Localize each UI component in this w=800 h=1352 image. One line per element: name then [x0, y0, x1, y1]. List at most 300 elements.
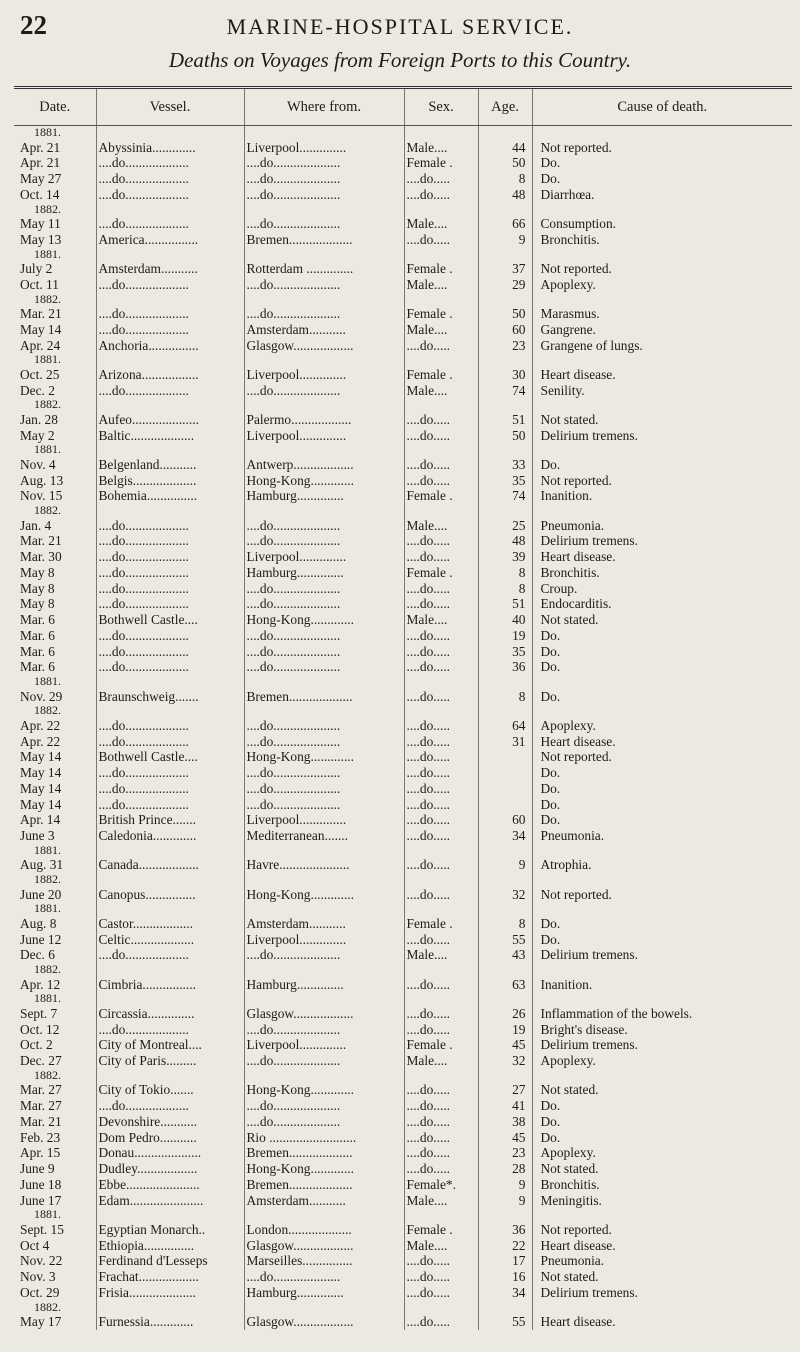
cell-cause: Senility. — [532, 383, 792, 399]
year-row — [14, 248, 792, 262]
cell-vessel: Aufeo.................... — [96, 412, 244, 428]
cell-from: ....do.................... — [244, 187, 404, 203]
cell-sex: ....do..... — [404, 828, 478, 844]
empty-cell — [532, 704, 792, 718]
cell-date: June 18 — [20, 1176, 62, 1192]
table-row — [14, 488, 792, 504]
cell-vessel: ....do................... — [96, 533, 244, 549]
running-head: MARINE-HOSPITAL SERVICE. — [226, 14, 574, 39]
table-row — [14, 187, 792, 203]
cell-date: Oct. 12 — [20, 1021, 60, 1037]
cell-date: May 14 — [20, 780, 62, 796]
cell-age: 26 — [478, 1006, 532, 1022]
cell-vessel: Caledonia............. — [96, 828, 244, 844]
cell-vessel: ....do................... — [96, 644, 244, 660]
year-label: 1882. — [34, 504, 61, 517]
cell-date: Mar. 6 — [20, 643, 55, 659]
empty-cell — [404, 1208, 478, 1222]
table-row — [14, 518, 792, 534]
table-row — [14, 1053, 792, 1069]
cell-vessel: ....do................... — [96, 171, 244, 187]
cell-from: ....do.................... — [244, 383, 404, 399]
cell-age: 74 — [478, 383, 532, 399]
cell-vessel: Dudley.................. — [96, 1161, 244, 1177]
empty-cell — [96, 353, 244, 367]
cell-sex: Male.... — [404, 947, 478, 963]
cell-date: Mar. 30 — [20, 549, 62, 564]
year-label: 1881. — [34, 843, 61, 857]
cell-sex: ....do..... — [404, 1130, 478, 1146]
cell-from: Hamburg.............. — [244, 977, 404, 993]
table-row — [14, 932, 792, 948]
cell-age: 17 — [478, 1253, 532, 1269]
cell-age: 66 — [478, 216, 532, 232]
cell-age: 35 — [478, 644, 532, 660]
empty-cell — [244, 203, 404, 217]
cell-from: ....do.................... — [244, 581, 404, 597]
cell-vessel: ....do................... — [96, 383, 244, 399]
cell-vessel: ....do................... — [96, 718, 244, 734]
cell-sex: ....do..... — [404, 628, 478, 644]
empty-cell — [96, 443, 244, 457]
cell-date: June 17 — [20, 1192, 62, 1208]
cell-date: Nov. 3 — [20, 1269, 56, 1284]
empty-cell — [478, 675, 532, 689]
cell-vessel: ....do................... — [96, 734, 244, 750]
cell-vessel: ....do................... — [96, 797, 244, 813]
cell-sex: Female . — [404, 488, 478, 504]
cell-from: Mediterranean....... — [244, 828, 404, 844]
table-row — [14, 549, 792, 565]
cell-cause: Inanition. — [532, 977, 792, 993]
empty-cell — [244, 126, 404, 140]
table-row — [14, 1006, 792, 1022]
table-row — [14, 977, 792, 993]
cell-cause: Delirium tremens. — [532, 1037, 792, 1053]
empty-cell — [404, 248, 478, 262]
empty-cell — [404, 443, 478, 457]
table-row — [14, 581, 792, 597]
empty-cell — [96, 504, 244, 518]
cell-date: Oct. 25 — [20, 366, 60, 382]
cell-date: Jan. 28 — [20, 411, 58, 427]
cell-from: Liverpool.............. — [244, 140, 404, 156]
cell-from: Hong-Kong............. — [244, 473, 404, 489]
cell-cause: Delirium tremens. — [532, 1285, 792, 1301]
cell-vessel: ....do................... — [96, 565, 244, 581]
cell-vessel: Donau.................... — [96, 1145, 244, 1161]
cell-sex: Female . — [404, 916, 478, 932]
cell-age: 45 — [478, 1037, 532, 1053]
cell-vessel: Frachat.................. — [96, 1269, 244, 1285]
cell-age: 39 — [478, 549, 532, 565]
cell-sex: ....do..... — [404, 887, 478, 903]
cell-date: Apr. 21 — [20, 139, 61, 155]
year-row — [14, 675, 792, 689]
table-row — [14, 857, 792, 873]
cell-from: Liverpool.............. — [244, 428, 404, 444]
cell-date: May 2 — [20, 427, 55, 443]
cell-cause: Heart disease. — [532, 1314, 792, 1330]
cell-age: 29 — [478, 277, 532, 293]
header-cause: Cause of death. — [532, 88, 792, 126]
cell-date: Apr. 14 — [20, 812, 61, 828]
cell-from: Bremen................... — [244, 1145, 404, 1161]
empty-cell — [478, 902, 532, 916]
cell-from: Bremen................... — [244, 232, 404, 248]
cell-vessel: Anchoria............... — [96, 338, 244, 354]
cell-sex: ....do..... — [404, 581, 478, 597]
cell-age: 36 — [478, 659, 532, 675]
table-row — [14, 1285, 792, 1301]
year-row — [14, 704, 792, 718]
cell-sex: ....do..... — [404, 1022, 478, 1038]
table-row — [14, 473, 792, 489]
empty-cell — [244, 675, 404, 689]
empty-cell — [532, 902, 792, 916]
table-row — [14, 533, 792, 549]
empty-cell — [244, 398, 404, 412]
cell-vessel: ....do................... — [96, 277, 244, 293]
table-row — [14, 659, 792, 675]
year-label: 1881. — [34, 247, 61, 261]
cell-sex: ....do..... — [404, 734, 478, 750]
cell-vessel: Ethiopia............... — [96, 1238, 244, 1254]
cell-date: Apr. 22 — [20, 717, 61, 733]
empty-cell — [532, 203, 792, 217]
cell-date: May 27 — [20, 171, 62, 186]
table-row — [14, 1130, 792, 1146]
table-row — [14, 628, 792, 644]
empty-cell — [404, 353, 478, 367]
cell-vessel: Baltic................... — [96, 428, 244, 444]
cell-from: ....do.................... — [244, 277, 404, 293]
cell-date: Oct. 29 — [20, 1284, 60, 1300]
cell-cause: Bronchitis. — [532, 232, 792, 248]
cell-cause: Do. — [532, 171, 792, 187]
table-row — [14, 1222, 792, 1238]
cell-date: Aug. 8 — [20, 915, 57, 931]
cell-sex: ....do..... — [404, 765, 478, 781]
cell-date: June 12 — [20, 931, 62, 947]
cell-age: 50 — [478, 155, 532, 171]
table-row — [14, 1161, 792, 1177]
cell-from: ....do.................... — [244, 1098, 404, 1114]
cell-sex: ....do..... — [404, 812, 478, 828]
empty-cell — [404, 902, 478, 916]
cell-from: Amsterdam........... — [244, 322, 404, 338]
cell-cause: Apoplexy. — [532, 1053, 792, 1069]
cell-from: Palermo.................. — [244, 412, 404, 428]
cell-from: ....do.................... — [244, 518, 404, 534]
cell-age: 55 — [478, 1314, 532, 1330]
cell-age: 8 — [478, 171, 532, 187]
cell-age: 19 — [478, 1022, 532, 1038]
cell-from: Amsterdam........... — [244, 916, 404, 932]
year-row — [14, 353, 792, 367]
cell-date: Mar. 27 — [20, 1082, 62, 1098]
cell-sex: ....do..... — [404, 596, 478, 612]
empty-cell — [404, 675, 478, 689]
cell-age: 44 — [478, 140, 532, 156]
cell-vessel: Canada.................. — [96, 857, 244, 873]
cell-cause: Not stated. — [532, 1082, 792, 1098]
empty-cell — [532, 248, 792, 262]
cell-age: 45 — [478, 1130, 532, 1146]
cell-sex: ....do..... — [404, 338, 478, 354]
cell-age: 9 — [478, 232, 532, 248]
cell-cause: Gangrene. — [532, 322, 792, 338]
cell-age: 50 — [478, 428, 532, 444]
empty-cell — [532, 1069, 792, 1083]
cell-age: 8 — [478, 689, 532, 705]
year-row — [14, 873, 792, 887]
cell-cause: Delirium tremens. — [532, 533, 792, 549]
cell-vessel: City of Paris......... — [96, 1053, 244, 1069]
empty-cell — [404, 1069, 478, 1083]
table-row — [14, 1098, 792, 1114]
deaths-table — [14, 86, 792, 1330]
cell-vessel: Bothwell Castle.... — [96, 612, 244, 628]
table-row — [14, 1253, 792, 1269]
empty-cell — [96, 844, 244, 858]
empty-cell — [532, 675, 792, 689]
cell-cause: Inanition. — [532, 488, 792, 504]
cell-age — [478, 781, 532, 797]
cell-date: Oct 4 — [20, 1237, 50, 1253]
cell-date: Mar. 6 — [20, 612, 55, 627]
cell-cause: Apoplexy. — [532, 1145, 792, 1161]
cell-date: May 14 — [20, 749, 62, 765]
empty-cell — [244, 1301, 404, 1315]
empty-cell — [404, 963, 478, 977]
table-row — [14, 1022, 792, 1038]
cell-sex: ....do..... — [404, 457, 478, 473]
cell-date: Mar. 21 — [20, 306, 62, 321]
table-row — [14, 140, 792, 156]
cell-cause: Croup. — [532, 581, 792, 597]
cell-cause: Meningitis. — [532, 1193, 792, 1209]
cell-sex: ....do..... — [404, 412, 478, 428]
cell-sex: ....do..... — [404, 171, 478, 187]
cell-cause: Inflammation of the bowels. — [532, 1006, 792, 1022]
cell-sex: ....do..... — [404, 857, 478, 873]
table-row — [14, 367, 792, 383]
cell-from: Rio .......................... — [244, 1130, 404, 1146]
cell-cause: Apoplexy. — [532, 277, 792, 293]
cell-vessel: Ferdinand d'Lesseps — [96, 1253, 244, 1269]
table-row — [14, 565, 792, 581]
cell-sex: ....do..... — [404, 689, 478, 705]
empty-cell — [96, 675, 244, 689]
cell-cause: Bronchitis. — [532, 565, 792, 581]
cell-age: 35 — [478, 473, 532, 489]
empty-cell — [244, 873, 404, 887]
empty-cell — [96, 704, 244, 718]
cell-date: May 13 — [20, 231, 62, 247]
table-row — [14, 1177, 792, 1193]
cell-from: Hamburg.............. — [244, 565, 404, 581]
cell-date: Sept. 7 — [20, 1005, 58, 1021]
cell-sex: Female . — [404, 565, 478, 581]
cell-from: Hong-Kong............. — [244, 1161, 404, 1177]
year-label: 1881. — [34, 125, 61, 139]
cell-vessel: City of Tokio....... — [96, 1082, 244, 1098]
table-row — [14, 749, 792, 765]
empty-cell — [532, 873, 792, 887]
cell-age: 51 — [478, 412, 532, 428]
table-row — [14, 322, 792, 338]
cell-sex: ....do..... — [404, 232, 478, 248]
cell-vessel: Edam...................... — [96, 1193, 244, 1209]
cell-date: May 11 — [20, 216, 61, 231]
cell-date: Aug. 13 — [20, 472, 64, 488]
cell-vessel: Abyssinia............. — [96, 140, 244, 156]
table-row — [14, 689, 792, 705]
cell-age: 23 — [478, 338, 532, 354]
empty-cell — [96, 873, 244, 887]
cell-vessel: ....do................... — [96, 659, 244, 675]
cell-sex: ....do..... — [404, 977, 478, 993]
cell-age: 41 — [478, 1098, 532, 1114]
empty-cell — [244, 248, 404, 262]
cell-from: Glasgow.................. — [244, 1238, 404, 1254]
empty-cell — [478, 844, 532, 858]
empty-cell — [532, 1301, 792, 1315]
cell-age: 38 — [478, 1114, 532, 1130]
cell-cause: Do. — [532, 1114, 792, 1130]
cell-date: Sept. 15 — [20, 1221, 64, 1237]
cell-cause: Pneumonia. — [532, 518, 792, 534]
cell-sex: ....do..... — [404, 187, 478, 203]
empty-cell — [244, 353, 404, 367]
cell-cause: Pneumonia. — [532, 1253, 792, 1269]
cell-cause: Do. — [532, 1130, 792, 1146]
cell-sex: Female . — [404, 1037, 478, 1053]
cell-sex: Male.... — [404, 322, 478, 338]
year-label: 1881. — [34, 1208, 61, 1222]
cell-vessel: ....do................... — [96, 322, 244, 338]
cell-vessel: ....do................... — [96, 306, 244, 322]
cell-date: June 9 — [20, 1161, 55, 1176]
empty-cell — [244, 963, 404, 977]
empty-cell — [96, 1208, 244, 1222]
cell-date: Mar. 6 — [20, 659, 55, 675]
cell-age: 51 — [478, 596, 532, 612]
cell-vessel: Bothwell Castle.... — [96, 749, 244, 765]
empty-cell — [244, 1208, 404, 1222]
year-label: 1881. — [34, 675, 61, 688]
cell-from: ....do.................... — [244, 644, 404, 660]
cell-age: 43 — [478, 947, 532, 963]
cell-sex: ....do..... — [404, 659, 478, 675]
year-label: 1881. — [34, 443, 61, 457]
year-label: 1882. — [34, 1068, 61, 1082]
cell-age: 50 — [478, 306, 532, 322]
cell-vessel: ....do................... — [96, 765, 244, 781]
cell-from: ....do.................... — [244, 734, 404, 750]
cell-sex: ....do..... — [404, 781, 478, 797]
cell-cause: Not stated. — [532, 412, 792, 428]
cell-age: 63 — [478, 977, 532, 993]
table-row — [14, 916, 792, 932]
empty-cell — [404, 398, 478, 412]
cell-age: 36 — [478, 1222, 532, 1238]
cell-cause: Not stated. — [532, 1161, 792, 1177]
empty-cell — [96, 992, 244, 1006]
cell-from: Liverpool.............. — [244, 367, 404, 383]
year-row — [14, 1301, 792, 1315]
cell-sex: Female . — [404, 155, 478, 171]
cell-from: ....do.................... — [244, 797, 404, 813]
cell-sex: ....do..... — [404, 428, 478, 444]
cell-date: Apr. 15 — [20, 1145, 61, 1161]
cell-date: Mar. 21 — [20, 1113, 62, 1129]
cell-from: Liverpool.............. — [244, 549, 404, 565]
cell-from: London................... — [244, 1222, 404, 1238]
cell-vessel: ....do................... — [96, 518, 244, 534]
table-row — [14, 1193, 792, 1209]
cell-sex: ....do..... — [404, 1114, 478, 1130]
cell-age: 28 — [478, 1161, 532, 1177]
cell-from: Hong-Kong............. — [244, 749, 404, 765]
year-label: 1882. — [34, 292, 61, 306]
year-row — [14, 963, 792, 977]
cell-date: May 14 — [20, 321, 62, 337]
cell-cause: Not reported. — [532, 749, 792, 765]
cell-vessel: Furnessia............. — [96, 1314, 244, 1330]
cell-cause: Do. — [532, 765, 792, 781]
cell-date: Dec. 27 — [20, 1053, 62, 1068]
cell-from: ....do.................... — [244, 718, 404, 734]
table-row — [14, 1314, 792, 1330]
cell-vessel: America................ — [96, 232, 244, 248]
cell-vessel: Amsterdam........... — [96, 261, 244, 277]
empty-cell — [532, 844, 792, 858]
cell-date: Dec. 6 — [20, 947, 55, 963]
cell-age: 22 — [478, 1238, 532, 1254]
empty-cell — [532, 126, 792, 140]
year-label: 1882. — [34, 704, 61, 718]
cell-age: 27 — [478, 1082, 532, 1098]
table-title: Deaths on Voyages from Foreign Ports to this Country. — [168, 48, 632, 72]
cell-sex: Male.... — [404, 518, 478, 534]
cell-cause: Not reported. — [532, 140, 792, 156]
cell-vessel: British Prince....... — [96, 812, 244, 828]
cell-from: Liverpool.............. — [244, 932, 404, 948]
cell-age: 9 — [478, 1193, 532, 1209]
empty-cell — [96, 293, 244, 307]
cell-vessel: Castor.................. — [96, 916, 244, 932]
cell-cause: Consumption. — [532, 216, 792, 232]
cell-vessel: ....do................... — [96, 216, 244, 232]
table-row — [14, 457, 792, 473]
cell-sex: Male.... — [404, 216, 478, 232]
empty-cell — [532, 963, 792, 977]
empty-cell — [478, 126, 532, 140]
cell-from: Bremen................... — [244, 1177, 404, 1193]
table-row — [14, 812, 792, 828]
empty-cell — [244, 293, 404, 307]
table-row — [14, 338, 792, 354]
cell-from: Hong-Kong............. — [244, 612, 404, 628]
cell-age: 74 — [478, 488, 532, 504]
cell-age: 48 — [478, 187, 532, 203]
cell-sex: ....do..... — [404, 1006, 478, 1022]
empty-cell — [244, 992, 404, 1006]
empty-cell — [478, 704, 532, 718]
empty-cell — [244, 844, 404, 858]
